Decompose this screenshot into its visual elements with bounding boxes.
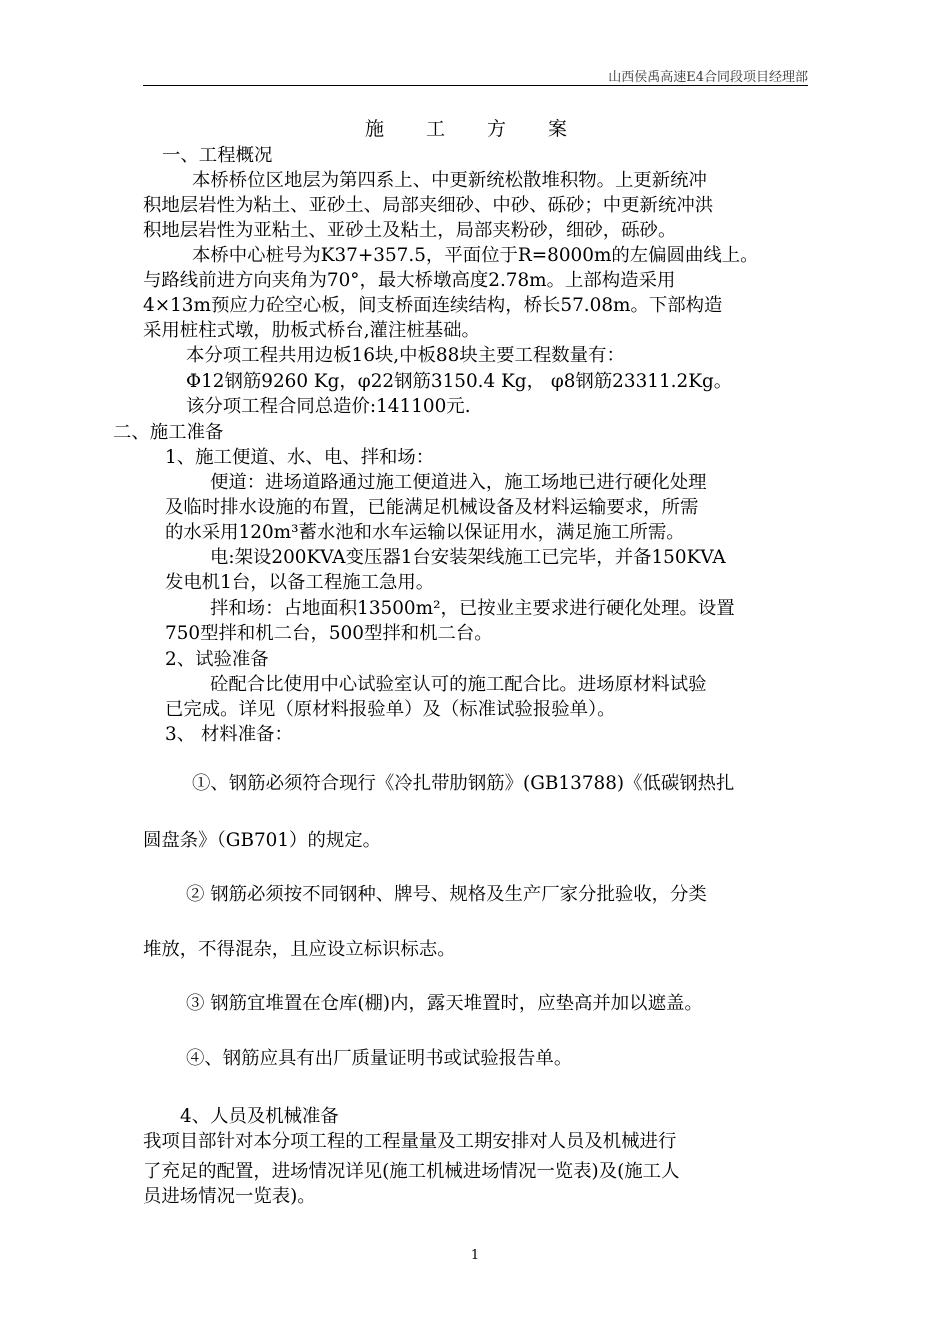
body-line: 的水采用120m³蓄水池和水车运输以保证用水，满足施工所需。: [165, 522, 685, 543]
subsection-heading: 1、施工便道、水、电、拌和场：: [165, 447, 435, 468]
page-header: 山西侯禹高速E4合同段项目经理部: [608, 70, 808, 85]
section-heading-preparation: 二、施工准备: [113, 422, 224, 443]
body-line: 便道：进场道路通过施工便道进入，施工场地已进行硬化处理: [210, 472, 707, 493]
body-line: 该分项工程合同总造价:141100元.: [186, 396, 471, 417]
page-number: 1: [470, 1248, 480, 1263]
body-line: 了充足的配置，进场情况详见(施工机械进场情况一览表)及(施工人: [143, 1161, 680, 1182]
document-title: 施 工 方 案: [364, 118, 586, 140]
body-line: 已完成。详见（原材料报验单）及（标准试验报验单）。: [165, 699, 616, 720]
section-heading-overview: 一、工程概况: [162, 145, 273, 166]
subsection-heading: 2、试验准备: [165, 649, 269, 670]
subsection-heading: 3、 材料准备：: [165, 724, 293, 745]
body-line: 本桥桥位区地层为第四系上、中更新统松散堆积物。上更新统冲: [192, 170, 707, 191]
body-line: 拌和场：占地面积13500m²，已按业主要求进行硬化处理。设置: [210, 598, 735, 619]
body-line: 员进场情况一览表)。: [143, 1186, 316, 1207]
body-line: 我项目部针对本分项工程的工程量量及工期安排对人员及机械进行: [143, 1131, 677, 1152]
subsection-heading: 4、人员及机械准备: [180, 1106, 339, 1127]
body-line: 砼配合比使用中心试验室认可的施工配合比。进场原材料试验: [210, 674, 707, 695]
list-item-continuation: 圆盘条》（GB701）的规定。: [143, 830, 382, 851]
body-line: 积地层岩性为粘土、亚砂土、局部夹细砂、中砂、砾砂；中更新统冲洪: [143, 195, 714, 216]
body-line: 积地层岩性为亚粘土、亚砂土及粘土，局部夹粉砂，细砂，砾砂。: [143, 220, 677, 241]
body-line: 4×13m预应力砼空心板，间支桥面连续结构，桥长57.08m。下部构造: [143, 295, 723, 316]
body-line: Φ12钢筋9260 Kg，φ22钢筋3150.4 Kg， φ8钢筋23311.2Kg。: [186, 371, 733, 392]
header-divider: [143, 85, 808, 86]
body-line: 发电机1台，以备工程施工急用。: [165, 572, 435, 593]
body-line: 采用桩柱式墩，肋板式桥台,灌注桩基础。: [143, 320, 480, 341]
body-line: 750型拌和机二台，500型拌和机二台。: [165, 623, 493, 644]
body-line: 电:架设200KVA变压器1台安装架线施工已完毕，并备150KVA: [210, 547, 726, 568]
list-item: ③ 钢筋宜堆置在仓库(棚)内，露天堆置时，应垫高并加以遮盖。: [186, 993, 703, 1014]
body-line: 本分项工程共用边板16块,中板88块主要工程数量有：: [186, 345, 625, 366]
list-item-continuation: 堆放，不得混杂，且应设立标识标志。: [143, 939, 456, 960]
list-item: ①、钢筋必须符合现行《冷扎带肋钢筋》(GB13788)《低碳钢热扎: [192, 773, 735, 794]
body-line: 与路线前进方向夹角为70°，最大桥墩高度2.78m。上部构造采用: [143, 270, 676, 291]
list-item: ② 钢筋必须按不同钢种、牌号、规格及生产厂家分批验收，分类: [186, 884, 707, 905]
list-item: ④、钢筋应具有出厂质量证明书或试验报告单。: [186, 1048, 573, 1069]
body-line: 及临时排水设施的布置，已能满足机械设备及材料运输要求，所需: [165, 497, 699, 518]
body-line: 本桥中心桩号为K37+357.5，平面位于R=8000m的左偏圆曲线上。: [192, 245, 759, 266]
